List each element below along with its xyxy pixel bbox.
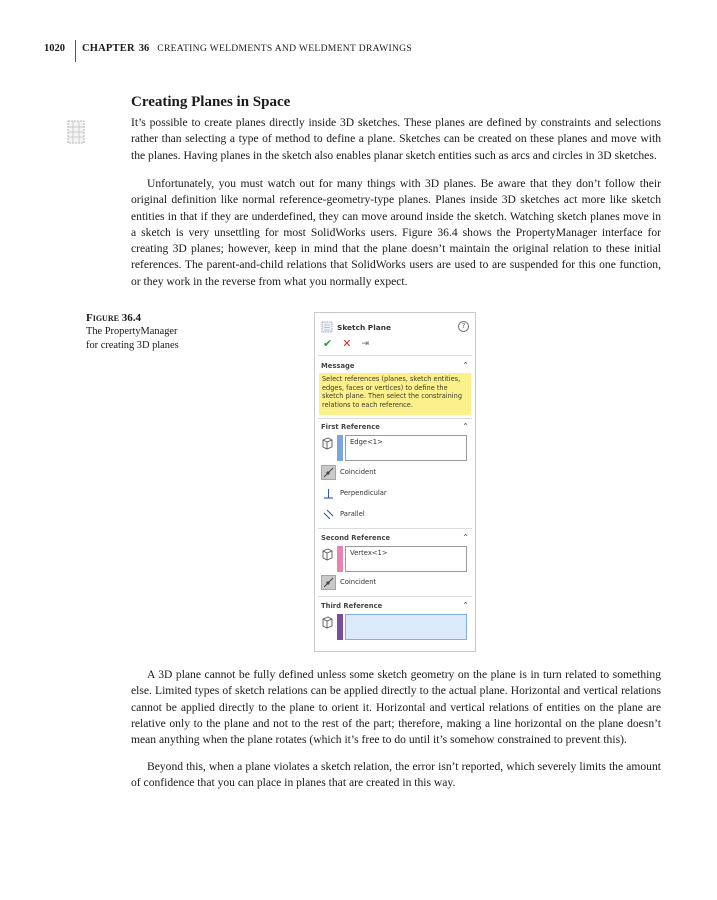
second-reference-label: Second Reference	[321, 534, 391, 542]
property-manager-panel	[314, 312, 476, 652]
cancel-button[interactable]: ✕	[342, 337, 352, 350]
message-header-label: Message	[321, 362, 355, 370]
body-paragraph-2: Unfortunately, you must watch out for many things with 3D planes. Be aware that they don’t follow their original definition like normal reference-geometry-type planes. Planes inside 3D sketches act more like sketch entities in that if they are underdefined, they can move around inside the sketch. Watching sketch planes move in a sketch is very unsettling for most SolidWorks users. Figure 36.4 shows the PropertyManager interface for creating 3D planes; however, keep in mind that the plane doesn’t maintain the original relation to these initial references. The parent-and-child relations that SolidWorks users are used to are suspended for this one function, or they work in the reverse from what you normally expect.	[131, 177, 661, 288]
relation-coincident-2[interactable]	[321, 574, 376, 590]
body-paragraph-3: A 3D plane cannot be fully defined unless some sketch geometry on the plane is in turn related to something else. Limited types of sketch relations can be applied directly to the actual plane. Horizontal and vertical relations cannot be applied directly to the plane to orient it. Horizontal and vertical relations of entities on the plane are relative only to the plane and not to the rest of the part; therefore, making a line horizontal on the plane doesn’t mean anything when the plane rotates (which it’s free to do until it’s somehow constrained to prevent this).	[131, 668, 661, 747]
second-reference-value[interactable]: Vertex<1>	[350, 549, 388, 557]
third-reference-label: Third Reference	[321, 602, 383, 610]
perpendicular-icon[interactable]	[321, 486, 336, 501]
section-divider	[318, 596, 472, 597]
chevron-up-icon[interactable]: ⌃	[462, 422, 469, 431]
relation-perpendicular[interactable]	[321, 485, 387, 501]
page-number: 1020	[44, 43, 65, 54]
figure-caption	[86, 311, 206, 354]
pm-title-bar	[321, 321, 469, 333]
section-divider	[318, 418, 472, 419]
running-head	[44, 40, 412, 64]
reference-selection-icon	[321, 437, 333, 451]
figure-caption-line-1: The PropertyManager	[86, 326, 178, 338]
second-reference-row	[321, 546, 467, 574]
third-reference-list[interactable]	[345, 614, 467, 640]
chevron-up-icon[interactable]: ⌃	[462, 533, 469, 542]
relation-coincident-1[interactable]	[321, 464, 376, 480]
help-icon[interactable]: ?	[458, 321, 469, 332]
header-divider	[75, 40, 76, 62]
third-reference-row	[321, 614, 467, 642]
second-reference-header[interactable]	[321, 534, 469, 542]
first-reference-list[interactable]	[345, 435, 467, 461]
coincident-icon[interactable]	[321, 465, 336, 480]
figure-caption-line-2: for creating 3D planes	[86, 340, 179, 352]
body-paragraph-4: Beyond this, when a plane violates a sketch relation, the error isn’t reported, which severely limits the amount of confidence that you can place in planes that are created in this way.	[131, 760, 661, 790]
new-feature-icon	[64, 118, 90, 148]
chapter-title: CREATING WELDMENTS AND WELDMENT DRAWINGS	[157, 43, 413, 54]
chevron-up-icon[interactable]: ⌃	[462, 601, 469, 610]
body-paragraph-1: It’s possible to create planes directly inside 3D sketches. These planes are defined by constraints and selections rather than selecting a type of method to define a plane. Sketches can be created on these planes and move with the planes. Having planes in the sketch also enables planar sketch entities such as arcs and circles in 3D sketches.	[131, 116, 661, 162]
message-box: Select references (planes, sketch entities, edges, faces or vertices) to define the sketch plane. Then select the constraining relations to each reference.	[319, 373, 471, 415]
pm-title: Sketch Plane	[337, 322, 392, 332]
chapter-number: 36	[138, 43, 150, 54]
section-divider	[318, 528, 472, 529]
sketch-plane-icon	[321, 321, 333, 333]
third-reference-color-bar	[337, 614, 343, 640]
perpendicular-label: Perpendicular	[340, 489, 387, 497]
reference-selection-icon	[321, 616, 333, 630]
first-reference-label: First Reference	[321, 423, 380, 431]
section-title: Creating Planes in Space	[131, 94, 291, 110]
first-reference-row	[321, 435, 467, 463]
reference-selection-icon	[321, 548, 333, 562]
parallel-label: Parallel	[340, 510, 365, 518]
figure-label: Figure 36.4	[86, 312, 141, 324]
second-reference-list[interactable]	[345, 546, 467, 572]
coincident-label: Coincident	[340, 468, 377, 476]
parallel-icon[interactable]	[321, 507, 336, 522]
first-reference-header[interactable]	[321, 423, 469, 431]
first-reference-color-bar	[337, 435, 343, 461]
chapter-label: CHAPTER	[82, 43, 135, 54]
coincident-label: Coincident	[340, 578, 377, 586]
pm-action-buttons	[323, 337, 369, 350]
third-reference-header[interactable]	[321, 602, 469, 610]
relation-parallel[interactable]	[321, 506, 365, 522]
chevron-up-icon[interactable]: ⌃	[462, 361, 469, 370]
coincident-icon[interactable]	[321, 575, 336, 590]
first-reference-value[interactable]: Edge<1>	[350, 438, 383, 446]
message-section-header[interactable]	[321, 362, 469, 370]
ok-button[interactable]: ✔	[323, 337, 333, 350]
pin-icon[interactable]: ⇥	[361, 338, 369, 349]
section-divider	[318, 355, 472, 356]
second-reference-color-bar	[337, 546, 343, 572]
